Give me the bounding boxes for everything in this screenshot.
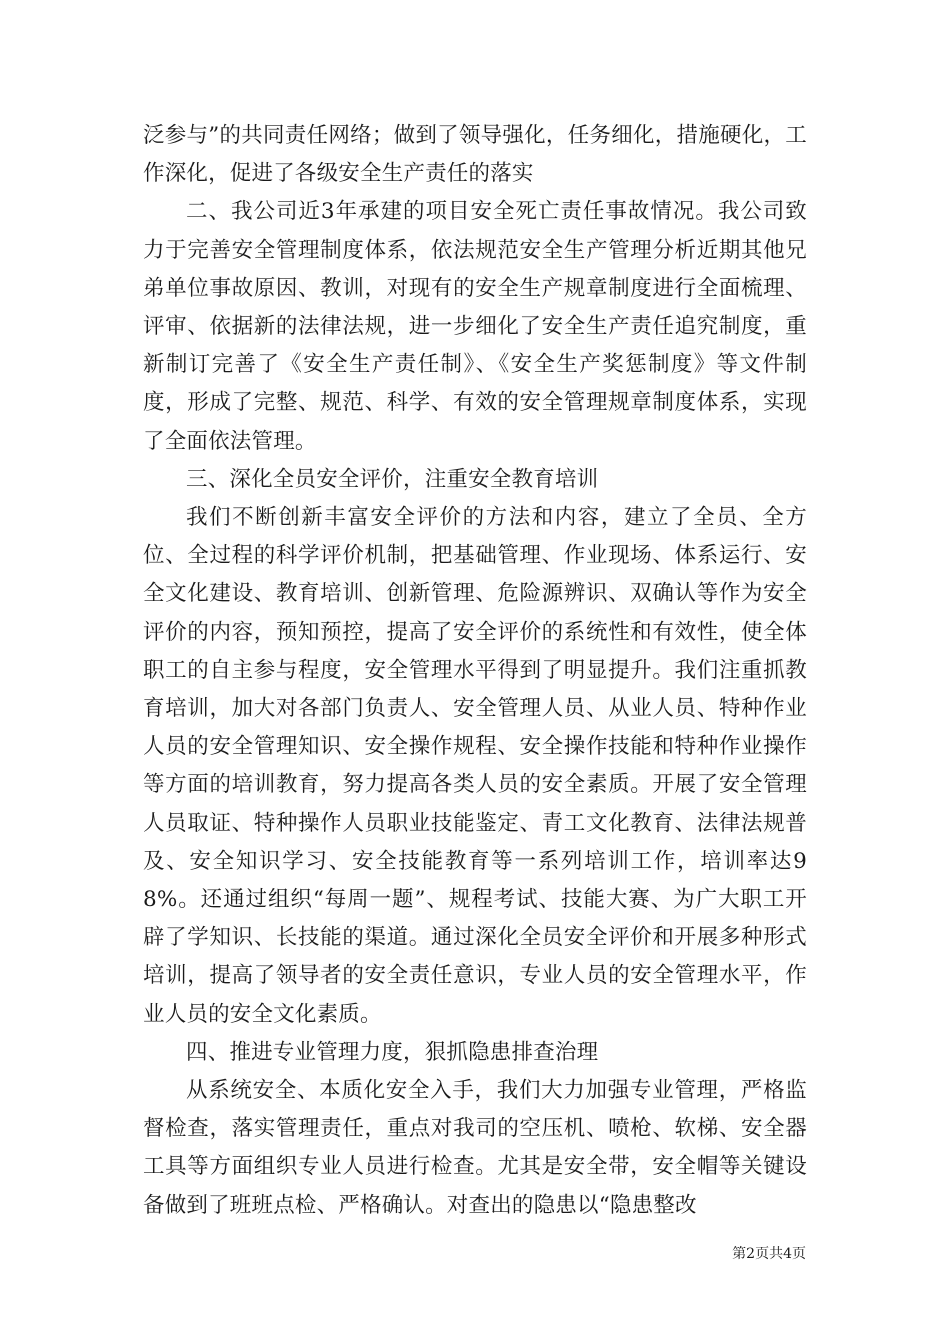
page-number-footer: 第2页共4页 (732, 1246, 806, 1262)
paragraph-section-two: 二、我公司近3年承建的项目安全死亡责任事故情况。我公司致力于完善安全管理制度体系，依法规范安全生产管理分析近期其他兄弟单位事故原因、教训，对现有的安全生产规章制度进行全面梳理、评审、依据新的法律法规，进一步细化了安全生产责任追究制度，重新制订完善了《安全生产责任制》、《安全生产奖惩制度》等文件制度，形成了完整、规范、科学、有效的安全管理规章制度体系，实现了全面依法管理。 (143, 199, 807, 454)
heading-section-three: 三、深化全员安全评价，注重安全教育培训 (186, 466, 599, 492)
heading-section-four: 四、推进专业管理力度，狠抓隐患排查治理 (186, 1039, 599, 1065)
paragraph-section-three-body: 我们不断创新丰富安全评价的方法和内容，建立了全员、全方位、全过程的科学评价机制，把基础管理、作业现场、体系运行、安全文化建设、教育培训、创新管理、危险源辨识、双确认等作为安全评价的内容，预知预控，提高了安全评价的系统性和有效性，使全体职工的自主参与程度，安全管理水平得到了明显提升。我们注重抓教育培训，加大对各部门负责人、安全管理人员、从业人员、特种作业人员的安全管理知识、安全操作规程、安全操作技能和特种作业操作等方面的培训教育，努力提高各类人员的安全素质。开展了安全管理人员取证、特种操作人员职业技能鉴定、青工文化教育、法律法规普及、安全知识学习、安全技能教育等一系列培训工作，培训率达98%。还通过组织“每周一题”、规程考试、技能大赛、为广大职工开辟了学知识、长技能的渠道。通过深化全员安全评价和开展多种形式培训，提高了领导者的安全责任意识，专业人员的安全管理水平，作业人员的安全文化素质。 (143, 505, 807, 1027)
paragraph-section-four-body: 从系统安全、本质化安全入手，我们大力加强专业管理，严格监督检查，落实管理责任，重点对我司的空压机、喷枪、软梯、安全器工具等方面组织专业人员进行检查。尤其是安全带，安全帽等关键设备做到了班班点检、严格确认。对查出的隐患以“隐患整改 (143, 1078, 807, 1218)
document-body (143, 117, 807, 1225)
paragraph-continuation: 泛参与”的共同责任网络；做到了领导强化，任务细化，措施硬化，工作深化，促进了各级安全生产责任的落实 (143, 123, 807, 187)
